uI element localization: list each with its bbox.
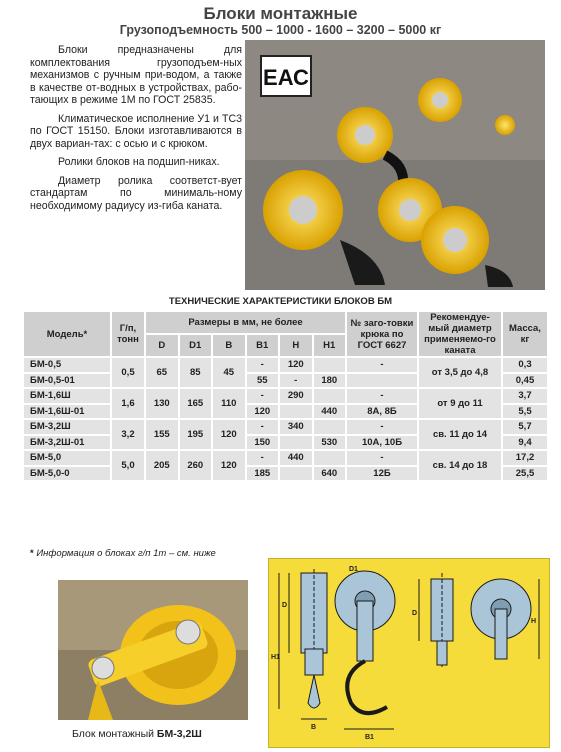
cell-dim-d: 205 bbox=[145, 450, 179, 481]
header-mass: Масса, кг bbox=[502, 311, 548, 357]
cell-blank: - bbox=[346, 419, 418, 435]
intro-text bbox=[30, 44, 242, 218]
caption-prefix: Блок монтажный bbox=[72, 728, 157, 740]
cell-blank: 12Б bbox=[346, 466, 418, 482]
cell-dim-d: 130 bbox=[145, 388, 179, 419]
cell-dim-b: 110 bbox=[212, 388, 246, 419]
drawing-label-b: B bbox=[311, 724, 317, 731]
cell-model: БМ-5,0 bbox=[23, 450, 111, 466]
cell-blank: - bbox=[346, 357, 418, 373]
cell-mass: 0,3 bbox=[502, 357, 548, 373]
header-dims: Размеры в мм, не более bbox=[145, 311, 346, 334]
cell-dim-d1: 85 bbox=[179, 357, 213, 388]
pulley-bm32-illustration bbox=[58, 580, 248, 720]
pulley-bm32-photo bbox=[58, 580, 248, 720]
cell-model: БМ-1,6Ш-01 bbox=[23, 404, 111, 420]
drawing-label-h1: H1 bbox=[271, 654, 280, 661]
cell-dim-d1: 195 bbox=[179, 419, 213, 450]
cell-model: БМ-1,6Ш bbox=[23, 388, 111, 404]
cell-dim-b1: - bbox=[246, 388, 280, 404]
cell-rope: от 3,5 до 4,8 bbox=[418, 357, 502, 388]
cell-dim-h bbox=[279, 466, 313, 482]
cell-blank: - bbox=[346, 388, 418, 404]
header-dim-d1: D1 bbox=[179, 334, 213, 357]
cell-blank: - bbox=[346, 450, 418, 466]
eac-mark: ЕАС bbox=[263, 65, 309, 90]
cell-capacity: 1,6 bbox=[111, 388, 145, 419]
cell-capacity: 5,0 bbox=[111, 450, 145, 481]
photo-caption bbox=[72, 728, 202, 740]
drawing-label-d1: D1 bbox=[349, 566, 358, 573]
pulley-blocks-photo bbox=[245, 40, 545, 290]
cell-dim-b: 120 bbox=[212, 450, 246, 481]
cell-capacity: 3,2 bbox=[111, 419, 145, 450]
cell-dim-h: - bbox=[279, 373, 313, 389]
cell-dim-h: 290 bbox=[279, 388, 313, 404]
drawing-label-b1: B1 bbox=[365, 734, 374, 741]
table-row bbox=[23, 388, 548, 404]
cell-rope: св. 11 до 14 bbox=[418, 419, 502, 450]
header-capacity: Г/п, тонн bbox=[111, 311, 145, 357]
cell-rope: от 9 до 11 bbox=[418, 388, 502, 419]
drawing-label-h: H bbox=[531, 618, 537, 625]
cell-dim-b1: 120 bbox=[246, 404, 280, 420]
cell-mass: 17,2 bbox=[502, 450, 548, 466]
technical-drawing bbox=[268, 558, 550, 748]
drawing-label-d: D bbox=[282, 602, 288, 609]
header-model: Модель* bbox=[23, 311, 111, 357]
footnote-star: * bbox=[30, 548, 34, 559]
cell-dim-h: 440 bbox=[279, 450, 313, 466]
drawing-label-d-2: D bbox=[412, 610, 418, 617]
cell-mass: 25,5 bbox=[502, 466, 548, 482]
cell-dim-b1: - bbox=[246, 419, 280, 435]
table-row bbox=[23, 419, 548, 435]
cell-model: БМ-0,5 bbox=[23, 357, 111, 373]
cell-blank bbox=[346, 373, 418, 389]
cell-dim-b1: 55 bbox=[246, 373, 280, 389]
cell-model: БМ-3,2Ш bbox=[23, 419, 111, 435]
cell-rope: св. 14 до 18 bbox=[418, 450, 502, 481]
page-subtitle: Грузоподъемность 500 – 1000 - 1600 – 3200 – 5000 кг bbox=[119, 23, 442, 37]
specs-table bbox=[22, 310, 549, 482]
page-title: Блоки монтажные bbox=[203, 4, 358, 23]
cell-dim-h1: 640 bbox=[313, 466, 347, 482]
cell-dim-h bbox=[279, 435, 313, 451]
intro-paragraph: Климатическое исполнение У1 и ТС3 по ГОСТ 15150. Блоки изготавливаются в двух вариан-тах: с осью и с крюком. bbox=[30, 112, 242, 150]
table-title: ТЕХНИЧЕСКИЕ ХАРАКТЕРИСТИКИ БЛОКОВ БМ bbox=[168, 296, 393, 307]
cell-dim-b1: - bbox=[246, 450, 280, 466]
cell-dim-b: 120 bbox=[212, 419, 246, 450]
cell-mass: 3,7 bbox=[502, 388, 548, 404]
cell-dim-h bbox=[279, 404, 313, 420]
header-dim-b: B bbox=[212, 334, 246, 357]
intro-paragraph: Ролики блоков на подшип-никах. bbox=[58, 156, 220, 168]
cell-mass: 5,7 bbox=[502, 419, 548, 435]
cell-dim-h1 bbox=[313, 419, 347, 435]
cell-dim-h1: 530 bbox=[313, 435, 347, 451]
cell-dim-h1 bbox=[313, 357, 347, 373]
cell-dim-b: 45 bbox=[212, 357, 246, 388]
header-dim-h1: H1 bbox=[313, 334, 347, 357]
cell-dim-h: 340 bbox=[279, 419, 313, 435]
cell-mass: 0,45 bbox=[502, 373, 548, 389]
footnote-text: Информация о блоках г/п 1т – см. ниже bbox=[33, 548, 216, 559]
footnote bbox=[30, 548, 216, 559]
header-rope: Рекомендуе-мый диаметр применяемо-го каната bbox=[418, 311, 502, 357]
table-row bbox=[23, 357, 548, 373]
cell-dim-h1: 180 bbox=[313, 373, 347, 389]
cell-dim-h1: 440 bbox=[313, 404, 347, 420]
cell-dim-d: 65 bbox=[145, 357, 179, 388]
cell-blank: 8А, 8Б bbox=[346, 404, 418, 420]
intro-paragraph: Блоки предназначены для комплектования грузоподъем-ных механизмов с ручным при-водом, а также в качестве от-водных в устройствах, рабо-тающих в режиме 1М по ГОСТ 25835. bbox=[30, 44, 242, 106]
cell-dim-d1: 260 bbox=[179, 450, 213, 481]
cell-dim-h1 bbox=[313, 388, 347, 404]
header-blank: № заго-товки крюка по ГОСТ 6627 bbox=[346, 311, 418, 357]
header-dim-b1: B1 bbox=[246, 334, 280, 357]
cell-dim-b1: - bbox=[246, 357, 280, 373]
cell-dim-b1: 185 bbox=[246, 466, 280, 482]
cell-mass: 9,4 bbox=[502, 435, 548, 451]
cell-model: БМ-0,5-01 bbox=[23, 373, 111, 389]
cell-capacity: 0,5 bbox=[111, 357, 145, 388]
cell-dim-d1: 165 bbox=[179, 388, 213, 419]
caption-model: БМ-3,2Ш bbox=[156, 728, 202, 740]
cell-dim-b1: 150 bbox=[246, 435, 280, 451]
cell-model: БМ-5,0-0 bbox=[23, 466, 111, 482]
cell-dim-h1 bbox=[313, 450, 347, 466]
cell-dim-h: 120 bbox=[279, 357, 313, 373]
drawing-svg bbox=[269, 559, 551, 749]
cell-mass: 5,5 bbox=[502, 404, 548, 420]
cell-model: БМ-3,2Ш-01 bbox=[23, 435, 111, 451]
table-row bbox=[23, 450, 548, 466]
intro-paragraph: Диаметр ролика соответст-вует стандартам по минималь-ному необходимому радиусу из-гиба каната. bbox=[30, 174, 242, 212]
cell-blank: 10А, 10Б bbox=[346, 435, 418, 451]
cell-dim-d: 155 bbox=[145, 419, 179, 450]
pulley-blocks-illustration bbox=[245, 40, 545, 290]
header-dim-h: H bbox=[279, 334, 313, 357]
header-dim-d: D bbox=[145, 334, 179, 357]
